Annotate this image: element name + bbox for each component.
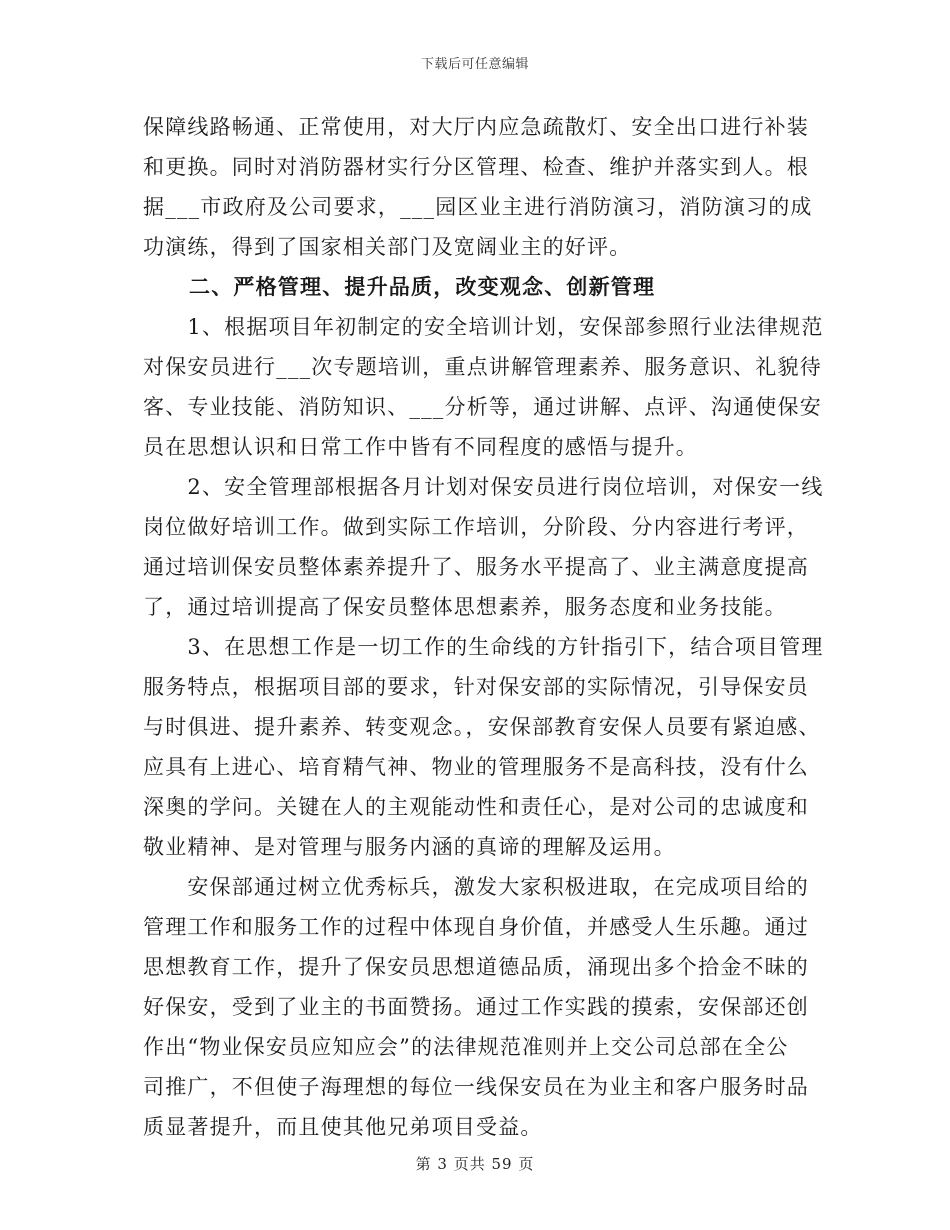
paragraph-line: 2、安全管理部根据各月计划对保安员进行岗位培训，对保安一线 [143, 475, 824, 499]
paragraph-line: 员在思想认识和日常工作中皆有不同程度的感悟与提升。 [143, 435, 698, 459]
paragraph-line: 了，通过培训提高了保安员整体思想素养，服务态度和业务技能。 [143, 595, 787, 619]
paragraph-line: 客、专业技能、消防知识、___分析等，通过讲解、点评、沟通使保安 [143, 395, 822, 419]
paragraph-line: 安保部通过树立优秀标兵，激发大家积极进取，在完成项目给的 [143, 875, 809, 899]
header-note: 下载后可任意编辑 [420, 57, 529, 72]
paragraph-line: 质显著提升，而且使其他兄弟项目受益。 [143, 1115, 543, 1139]
paragraph-line: 1、根据项目年初制定的安全培训计划，安保部参照行业法律规范 [143, 315, 824, 339]
paragraph-line: 深奥的学问。关键在人的主观能动性和责任心，是对公司的忠诚度和 [143, 795, 809, 819]
paragraph-line: 思想教育工作，提升了保安员思想道德品质，涌现出多个拾金不昧的 [143, 955, 809, 979]
paragraph-line: 管理工作和服务工作的过程中体现自身价值，并感受人生乐趣。通过 [143, 915, 809, 939]
paragraph-line: 与时俱进、提升素养、转变观念。，安保部教育安保人员要有紧迫感、 [143, 715, 821, 739]
paragraph-1 [143, 307, 824, 467]
paragraph-line: 3、在思想工作是一切工作的生命线的方针指引下，结合项目管理 [143, 635, 824, 659]
paragraph-line: 和更换。同时对消防器材实行分区管理、检查、维护并落实到人。根 [143, 155, 809, 179]
paragraph-line: 作出“物业保安员应知应会”的法律规范准则并上交公司总部在全公 [143, 1035, 789, 1059]
paragraph-line: 应具有上进心、培育精气神、物业的管理服务不是高科技，没有什么 [143, 755, 809, 779]
document-body [143, 107, 824, 1147]
paragraph-line: 司推广，不但使子海理想的每位一线保安员在为业主和客户服务时品 [143, 1075, 809, 1099]
section-heading: 二、严格管理、提升品质，改变观念、创新管理 [189, 274, 656, 299]
paragraph-line: 岗位做好培训工作。做到实际工作培训，分阶段、分内容进行考评， [143, 515, 809, 539]
page-number-footer: 第 3 页共 59 页 [415, 1155, 535, 1173]
paragraph-line: 据___市政府及公司要求，___园区业主进行消防演习，消防演习的成 [143, 195, 813, 219]
paragraph-intro [143, 107, 813, 267]
paragraph-3 [143, 627, 824, 867]
paragraph-4 [143, 867, 807, 1147]
paragraph-line: 对保安员进行___次专题培训，重点讲解管理素养、服务意识、礼貌待 [143, 355, 822, 379]
paragraph-line: 敬业精神、是对管理与服务内涵的真谛的理解及运用。 [143, 835, 676, 859]
paragraph-line: 好保安，受到了业主的书面赞扬。通过工作实践的摸索，安保部还创 [143, 995, 809, 1019]
paragraph-line: 保障线路畅通、正常使用，对大厅内应急疏散灯、安全出口进行补装 [143, 115, 809, 139]
paragraph-2 [143, 467, 824, 627]
paragraph-line: 通过培训保安员整体素养提升了、服务水平提高了、业主满意度提高 [143, 555, 809, 579]
paragraph-line: 服务特点，根据项目部的要求，针对保安部的实际情况，引导保安员 [143, 675, 809, 699]
paragraph-line: 功演练，得到了国家相关部门及宽阔业主的好评。 [143, 235, 632, 259]
